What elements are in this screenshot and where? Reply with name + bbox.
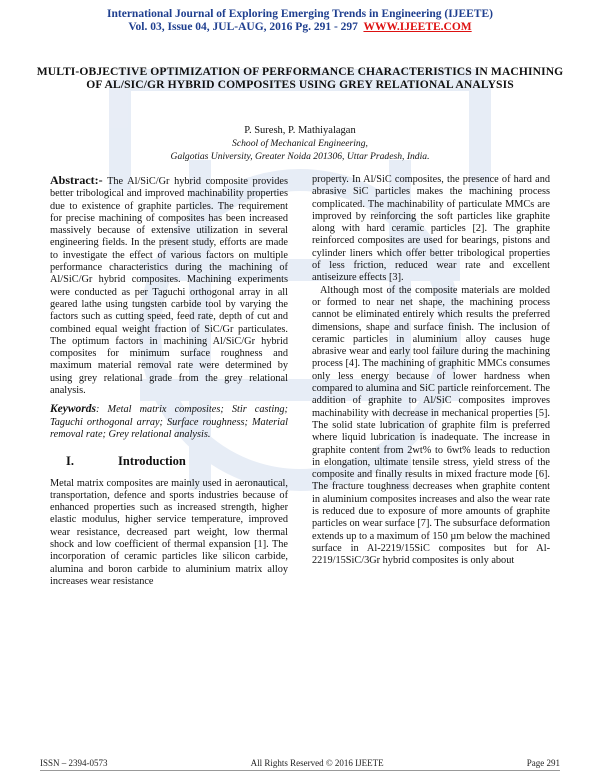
keywords-paragraph [50, 403, 288, 441]
footer-issn: ISSN – 2394-0573 [40, 758, 108, 768]
abstract-label: Abstract:- [50, 173, 103, 187]
paper-title: MULTI-OBJECTIVE OPTIMIZATION OF PERFORMANCE CHARACTERISTICS IN MACHINING OF AL/SIC/GR HYBRID COMPOSITES USING GREY RELATIONAL ANALYSIS [36, 65, 564, 91]
intro-paragraph: Metal matrix composites are mainly used in aeronautical, transportation, defence and sports industries because of enhanced properties such as increased strength, higher elastic modulus, higher service temperature, improved wear resistance, decreased part weight, low thermal shock and low coefficient of thermal expansion [1]. The incorporation of ceramic particles like silicon carbide, alumina and boron carbide to aluminium matrix alloy increases wear resistance [50, 477, 288, 587]
section-title: Introduction [118, 454, 186, 469]
journal-url-link[interactable]: WWW.IJEETE.COM [363, 21, 472, 33]
body-paragraph-2: Although most of the composite materials are molded or formed to near net shape, the machining process cannot be eliminated entirely which results the preferred dimensions, shape and surface finish. The inclusion of ceramic particles in aluminium alloy causes huge abrasive wear and early tool failure during the machining process [4]. The machining of graphitic MMCs consumes only less energy because of lower hardness when compared to alumina and SiC particle reinforcement. The addition of graphite to Al/SiC composites improves machinability with decrease in mechanical properties [5]. The solid state lubrication of graphite film is preferred where liquid lubrication is inadequate. The increase in graphite content from 2wt% to 6wt% leads to reduction in elongation, ultimate tensile stress, yield stress of the composite and finally results in mixed fracture mode [6]. The fracture toughness decreases when graphite content in aluminium composites increases and also the wear rate is reduced due to exposure of more amounts of graphite particles on wear surface [7]. The subsurface deformation extends up to a maximum of 150 µm below the machined surface in Al-2219/15SiC composites but for Al-2219/15SiC/3Gr hybrid composites is only about [312, 284, 550, 567]
abstract-paragraph [50, 174, 288, 397]
right-column [312, 174, 550, 568]
journal-issue-line [0, 21, 600, 34]
author-names: P. Suresh, P. Mathiyalagan [244, 125, 356, 136]
section-heading-introduction [50, 455, 288, 467]
page-footer [40, 758, 560, 768]
abstract-text: The Al/SiC/Gr hybrid composite provides better tribological and improved machinability properties due to existence of graphite particles. The requirement for precise machining of composites has been increased massively because of extensive utilization in several engineering fields. In the present study, efforts are made to investigate the effect of various factors on multiple performance characteristics during the machining of Al/SiC/Gr hybrid composites. Machining experiments were conducted as per Taguchi orthogonal array in all geared lathe using tungsten carbide tool by varying the factors such as cutting speed, feed rate, depth of cut and combined equal weight fraction of SiC/Gr particulates. The optimum factors in machining Al/SiC/Gr hybrid composites for minimum surface roughness and maximum material removal rate were determined by using grey relational grade from the grey relational analysis. [50, 176, 289, 397]
keywords-text: : Metal matrix composites; Stir casting; Taguchi orthogonal array; Surface roughness; Material removal rate; Grey relational analysis. [50, 404, 288, 440]
footer-divider [40, 770, 560, 771]
journal-name: International Journal of Exploring Emerging Trends in Engineering (IJEETE) [107, 8, 493, 20]
author-university: Galgotias University, Greater Noida 201306, Uttar Pradesh, India. [170, 151, 430, 162]
left-column [50, 174, 288, 588]
journal-header [0, 8, 600, 34]
journal-volume: Vol. 03, Issue 04, JUL-AUG, 2016 Pg. 291 - 297 [128, 21, 358, 33]
footer-page-number: Page 291 [526, 758, 560, 768]
author-school: School of Mechanical Engineering, [232, 138, 368, 149]
keywords-label: Keywords [50, 403, 96, 416]
author-block [0, 124, 600, 163]
body-paragraph-1: property. In Al/SiC composites, the presence of hard and abrasive SiC particles makes the machining process complicated. The machinability of particulate MMCs are improved by reinforcing the soft particles like graphite along with hard ceramic particles [2]. The graphite reinforced composites are used for bearings, pistons and cylinder liners which offer better tribological properties of less friction, reduced wear rate and excellent antiseizure effects [3]. [312, 174, 550, 284]
footer-rights: All Rights Reserved © 2016 IJEETE [250, 758, 384, 768]
section-number: I. [66, 454, 74, 469]
